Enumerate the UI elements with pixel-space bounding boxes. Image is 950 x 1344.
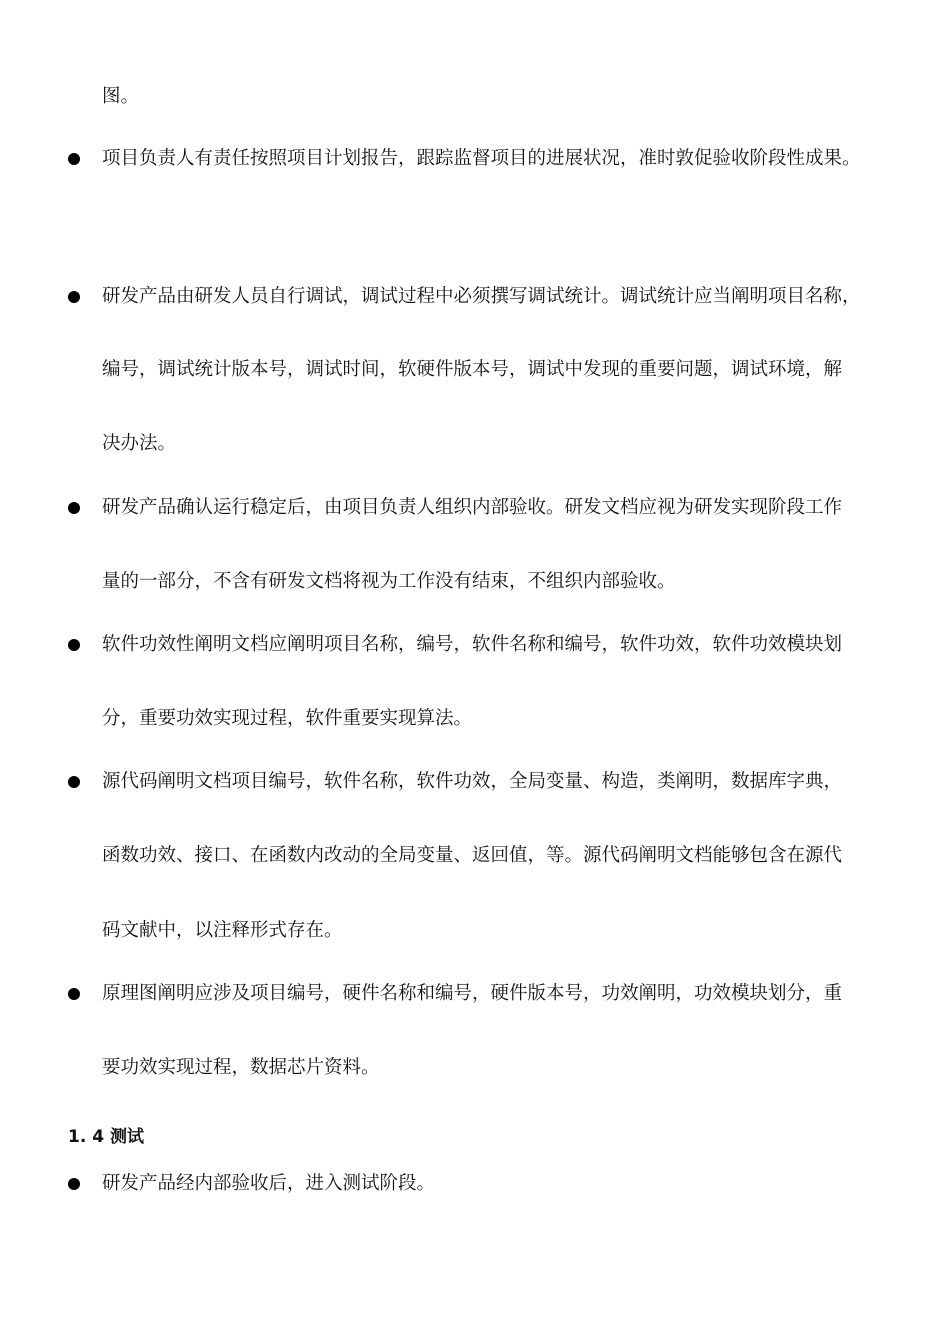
bullet-line: 项目负责人有责任按照项目计划报告，跟踪监督项目的进展状况，准时敦促验收阶段性成果。 xyxy=(102,148,861,169)
bullet-line: 原理图阐明应涉及项目编号，硬件名称和编号，硬件版本号，功效阐明，功效模块划分，重 xyxy=(102,983,843,1004)
bullet-line: 决办法。 xyxy=(102,433,177,454)
bullet-line: 函数功效、接口、在函数内改动的全局变量、返回值，等。源代码阐明文档能够包含在源代 xyxy=(102,845,843,866)
bullet-dot xyxy=(68,988,80,1000)
bullet-line: 软件功效性阐明文档应阐明项目名称，编号，软件名称和编号，软件功效，软件功效模块划 xyxy=(102,634,843,655)
bullet-line: 分，重要功效实现过程，软件重要实现算法。 xyxy=(102,708,473,729)
continuation-line: 图。 xyxy=(102,86,140,107)
bullet-dot xyxy=(68,153,80,165)
bullet-dot xyxy=(68,1178,80,1190)
bullet-line: 要功效实现过程，数据芯片资料。 xyxy=(102,1057,380,1078)
bullet-line: 研发产品确认运行稳定后，由项目负责人组织内部验收。研发文档应视为研发实现阶段工作 xyxy=(102,497,843,518)
bullet-dot xyxy=(68,291,80,303)
section-heading: 1. 4 测试 xyxy=(68,1127,144,1147)
bullet-dot xyxy=(68,776,80,788)
bullet-line: 码文献中，以注释形式存在。 xyxy=(102,920,343,941)
bullet-line: 源代码阐明文档项目编号，软件名称，软件功效，全局变量、构造，类阐明，数据库字典， xyxy=(102,771,843,792)
bullet-line: 研发产品经内部验收后，进入测试阶段。 xyxy=(102,1173,436,1194)
bullet-dot xyxy=(68,502,80,514)
bullet-line: 研发产品由研发人员自行调试，调试过程中必须撰写调试统计。调试统计应当阐明项目名称， xyxy=(102,286,861,307)
bullet-line: 编号，调试统计版本号，调试时间，软硬件版本号，调试中发现的重要问题，调试环境，解 xyxy=(102,359,843,380)
bullet-line: 量的一部分，不含有研发文档将视为工作没有结束，不组织内部验收。 xyxy=(102,571,676,592)
bullet-dot xyxy=(68,639,80,651)
